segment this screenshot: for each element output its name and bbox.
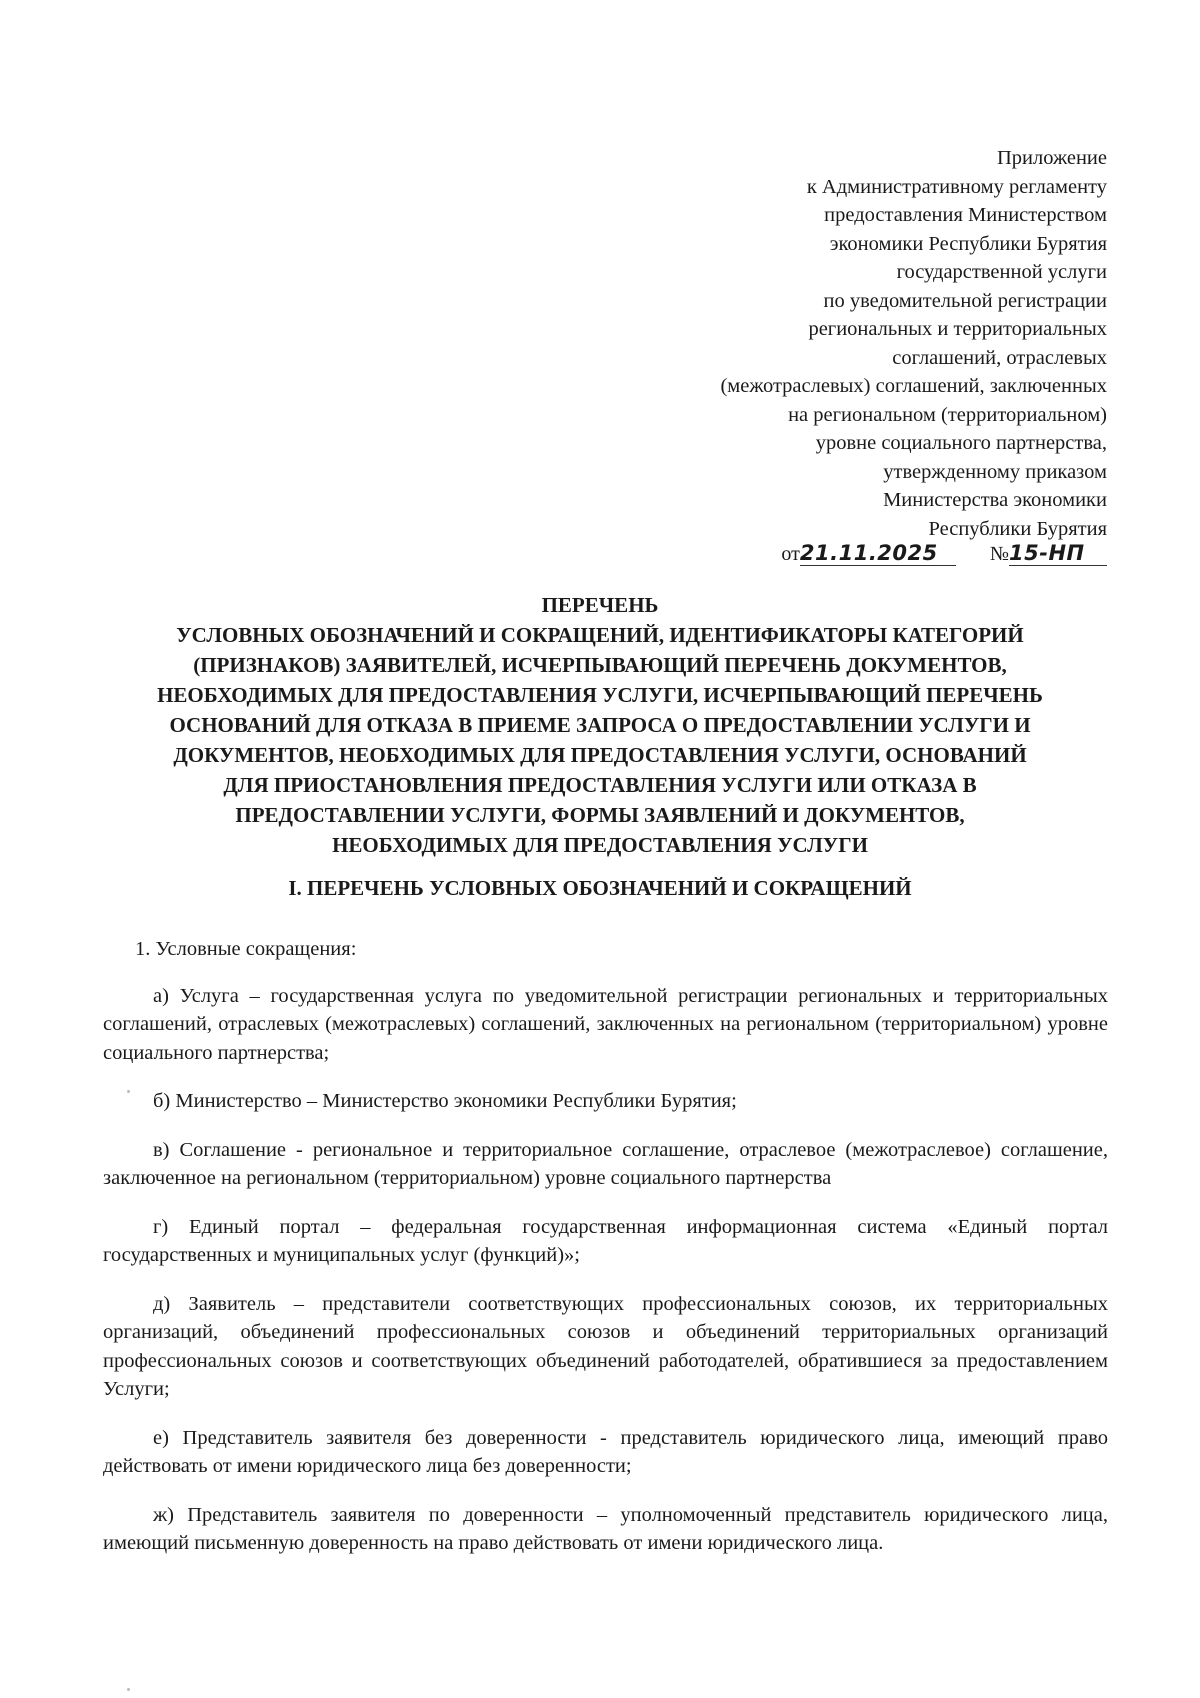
title-line: ДЛЯ ПРИОСТАНОВЛЕНИЯ ПРЕДОСТАВЛЕНИЯ УСЛУГИ ИЛИ ОТКАЗА В [223, 773, 977, 797]
date-prefix: от [781, 543, 800, 565]
title-line: ПЕРЕЧЕНЬ [541, 593, 659, 617]
scan-speck [127, 1688, 130, 1691]
appendix-line: утвержденному приказом [883, 460, 1107, 483]
appendix-line: региональных и территориальных [808, 318, 1107, 340]
appendix-line: соглашений, отраслевых [892, 346, 1107, 369]
order-date-number [781, 541, 1107, 566]
appendix-line: на региональном (территориальном) [788, 403, 1107, 426]
title-line: ОСНОВАНИЙ ДЛЯ ОТКАЗА В ПРИЕМЕ ЗАПРОСА О ПРЕДОСТАВЛЕНИИ УСЛУГИ И [169, 713, 1031, 737]
document-title [80, 590, 1120, 860]
appendix-line: экономики Республики Бурятия [829, 232, 1107, 255]
definition-paragraph: д) Заявитель – представители соответствующих профессиональных союзов, их территориальных организаций, объединений профессиональных союзов и объединений территориальных организаций профессиональных союзов и соответствующих объединений работодателей, обратившиеся за предоставлением Услуги; [103, 1292, 1108, 1400]
appendix-line: (межотраслевых) соглашений, заключенных [720, 375, 1107, 397]
appendix-line: государственной услуги [896, 261, 1107, 283]
definition-paragraph: б) Министерство – Министерство экономики Республики Бурятия; [153, 1090, 737, 1112]
definition-paragraph: г) Единый портал – федеральная государственная информационная система «Единый портал государственных и муниципальных услуг (функций)»; [103, 1215, 1108, 1266]
scan-speck [127, 1090, 130, 1093]
title-line: УСЛОВНЫХ ОБОЗНАЧЕНИЙ И СОКРАЩЕНИЙ, ИДЕНТИФИКАТОРЫ КАТЕГОРИЙ [176, 623, 1024, 647]
section-heading: I. ПЕРЕЧЕНЬ УСЛОВНЫХ ОБОЗНАЧЕНИЙ И СОКРАЩЕНИЙ [288, 876, 912, 900]
handwritten-number: 15-НП [1009, 541, 1107, 566]
definition-paragraph: е) Представитель заявителя без доверенности - представитель юридического лица, имеющий право действовать от имени юридического лица без доверенности; [103, 1426, 1108, 1477]
handwritten-date: 21.11.2025 [800, 541, 956, 566]
appendix-header [507, 144, 1107, 543]
definition-paragraph: ж) Представитель заявителя по доверенности – уполномоченный представитель юридического лица, имеющий письменную доверенность на право действовать от имени юридического лица. [103, 1503, 1108, 1554]
definition-paragraph: а) Услуга – государственная услуга по уведомительной регистрации региональных и территориальных соглашений, отраслевых (межотраслевых) соглашений, заключенных на региональном (территориальном) уровне социального партнерства; [103, 984, 1108, 1064]
title-line: (ПРИЗНАКОВ) ЗАЯВИТЕЛЕЙ, ИСЧЕРПЫВАЮЩИЙ ПЕРЕЧЕНЬ ДОКУМЕНТОВ, [193, 653, 1007, 677]
number-prefix: № [989, 543, 1009, 565]
appendix-line: по уведомительной регистрации [823, 289, 1107, 312]
appendix-line: Республики Бурятия [928, 517, 1107, 540]
section-content [103, 935, 1108, 1578]
appendix-line: уровне социального партнерства, [815, 432, 1107, 454]
appendix-line: предоставления Министерством [824, 204, 1107, 226]
title-line: ДОКУМЕНТОВ, НЕОБХОДИМЫХ ДЛЯ ПРЕДОСТАВЛЕНИЯ УСЛУГИ, ОСНОВАНИЙ [173, 743, 1027, 767]
title-line: ПРЕДОСТАВЛЕНИИ УСЛУГИ, ФОРМЫ ЗАЯВЛЕНИЙ И ДОКУМЕНТОВ, [235, 803, 965, 827]
appendix-line: к Административному регламенту [806, 175, 1107, 198]
appendix-line: Министерства экономики [883, 489, 1107, 511]
appendix-line: Приложение [996, 147, 1107, 169]
definition-paragraph: в) Соглашение - региональное и территориальное соглашение, отраслевое (межотраслевое) соглашение, заключенное на региональном (территориальном) уровне социального партнерства [103, 1138, 1108, 1189]
numbered-item-label: 1. Условные сокращения: [135, 938, 357, 960]
title-line: НЕОБХОДИМЫХ ДЛЯ ПРЕДОСТАВЛЕНИЯ УСЛУГИ [332, 833, 868, 857]
title-line: НЕОБХОДИМЫХ ДЛЯ ПРЕДОСТАВЛЕНИЯ УСЛУГИ, ИСЧЕРПЫВАЮЩИЙ ПЕРЕЧЕНЬ [157, 683, 1043, 707]
